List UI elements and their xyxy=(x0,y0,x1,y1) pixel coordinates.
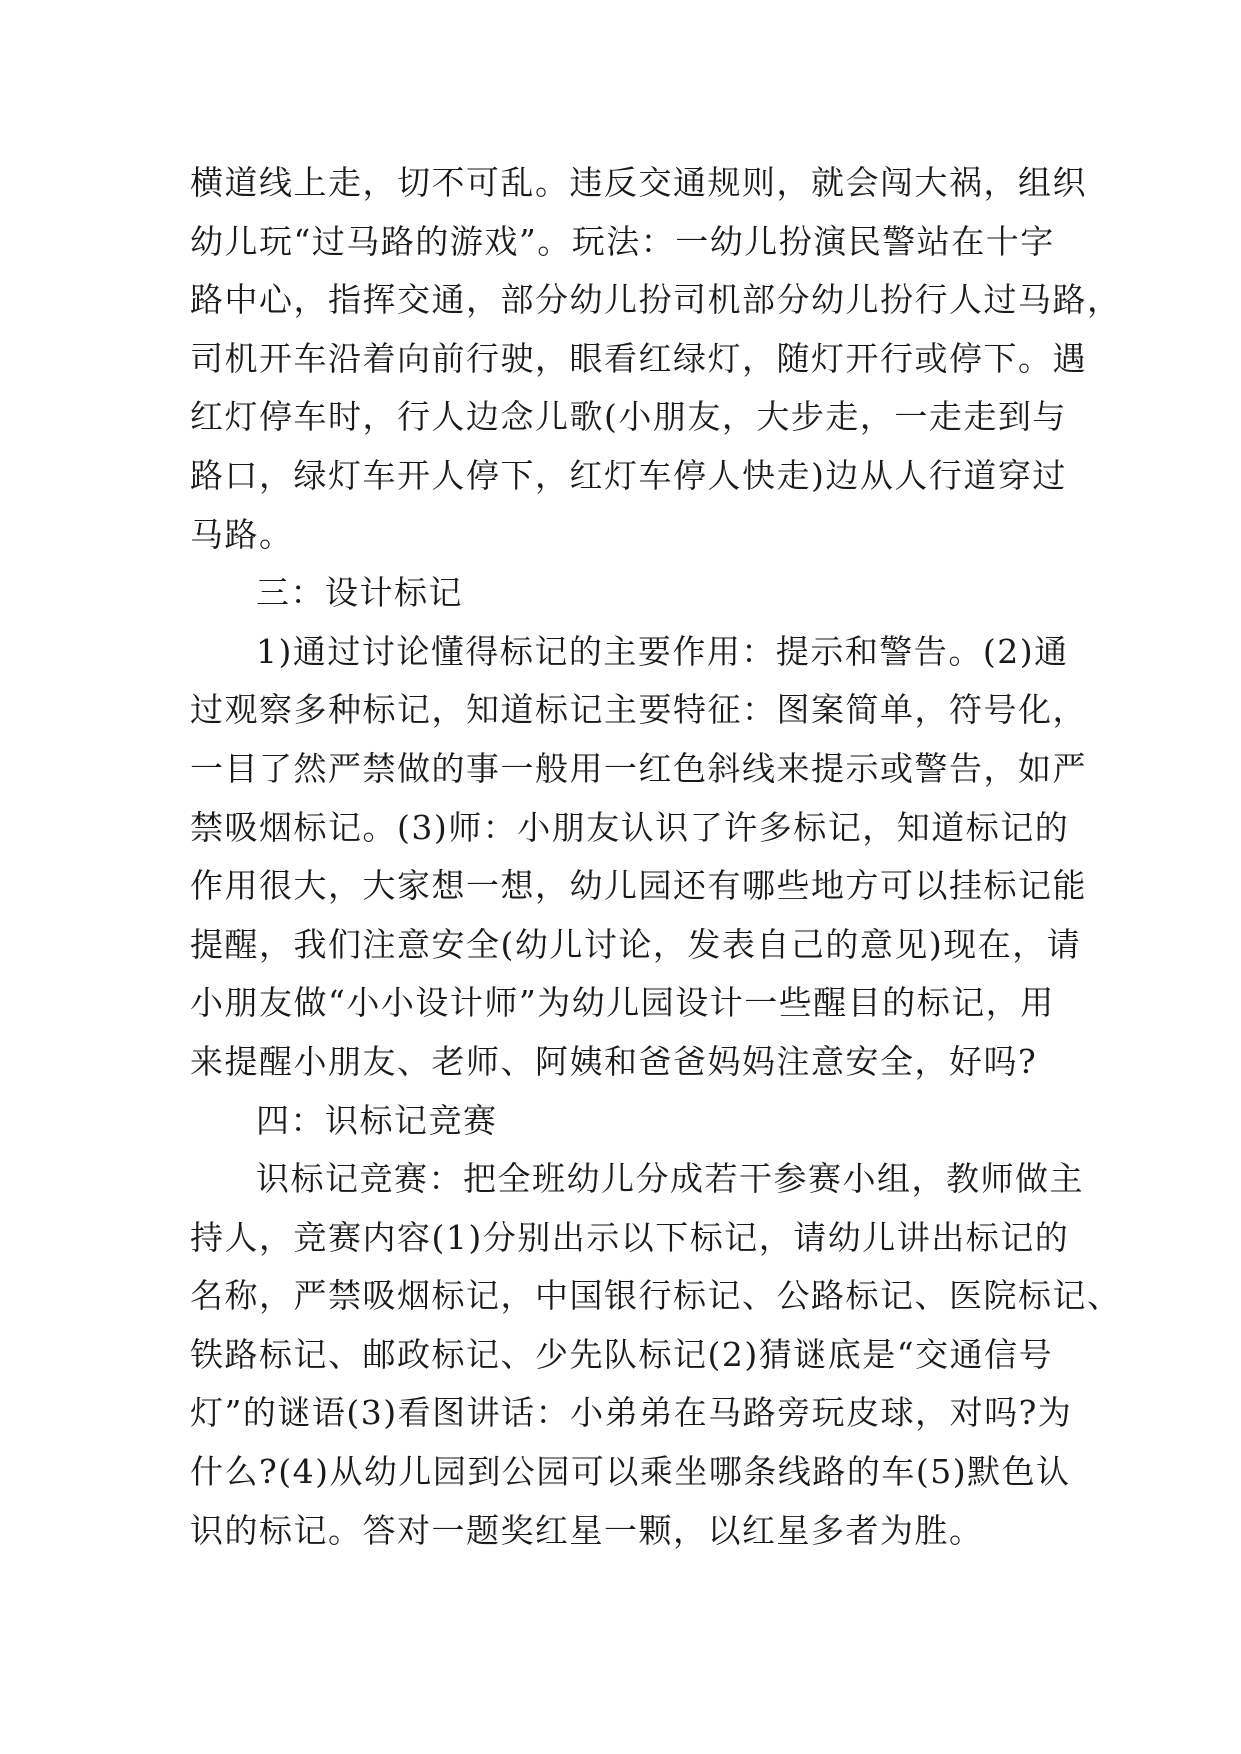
text-line: 马路。 xyxy=(190,514,294,554)
text-line: 作用很大，大家想一想，幼儿园还有哪些地方可以挂标记能 xyxy=(190,866,1087,906)
paragraph-first-line: 识标记竞赛：把全班幼儿分成若干参赛小组，教师做主 xyxy=(256,1159,1084,1199)
text-line: 路口，绿灯车开人停下，红灯车停人快走)边从人行道穿过 xyxy=(190,455,1067,495)
text-line: 什么?(4)从幼儿园到公园可以乘坐哪条线路的车(5)默色认 xyxy=(190,1452,1071,1492)
text-line: 幼儿玩“过马路的游戏”。玩法：一幼儿扮演民警站在十字 xyxy=(190,221,1055,261)
text-line: 识的标记。答对一题奖红星一颗，以红星多者为胜。 xyxy=(190,1510,984,1550)
text-line: 来提醒小朋友、老师、阿姨和爸爸妈妈注意安全，好吗? xyxy=(190,1041,1038,1081)
paragraph-first-line: 四：识标记竞赛 xyxy=(256,1100,498,1140)
text-line: 提醒，我们注意安全(幼儿讨论，发表自己的意见)现在，请 xyxy=(190,924,1082,964)
text-line: 持人，竞赛内容(1)分别出示以下标记，请幼儿讲出标记的 xyxy=(190,1217,1070,1257)
text-line: 过观察多种标记，知道标记主要特征：图案简单，符号化， xyxy=(190,690,1087,730)
text-line: 路中心，指挥交通，部分幼儿扮司机部分幼儿扮行人过马路， xyxy=(190,280,1122,320)
paragraph-first-line: 三：设计标记 xyxy=(256,573,463,613)
text-line: 一目了然严禁做的事一般用一红色斜线来提示或警告，如严 xyxy=(190,748,1087,788)
text-line: 司机开车沿着向前行驶，眼看红绿灯，随灯开行或停下。遇 xyxy=(190,338,1087,378)
body-text xyxy=(190,154,1122,1560)
text-line: 小朋友做“小小设计师”为幼儿园设计一些醒目的标记，用 xyxy=(190,983,1055,1023)
text-line: 横道线上走，切不可乱。违反交通规则，就会闯大祸，组织 xyxy=(190,163,1087,202)
text-line: 铁路标记、邮政标记、少先队标记(2)猜谜底是“交通信号 xyxy=(190,1334,1054,1374)
paragraph-first-line: 1)通过讨论懂得标记的主要作用：提示和警告。(2)通 xyxy=(256,631,1069,671)
text-line: 灯”的谜语(3)看图讲话：小弟弟在马路旁玩皮球，对吗?为 xyxy=(190,1393,1073,1433)
text-line: 禁吸烟标记。(3)师：小朋友认识了许多标记，知道标记的 xyxy=(190,807,1070,847)
text-line: 红灯停车时，行人边念儿歌(小朋友，大步走，一走走到与 xyxy=(190,397,1067,437)
text-line: 名称，严禁吸烟标记，中国银行标记、公路标记、医院标记、 xyxy=(190,1276,1122,1316)
